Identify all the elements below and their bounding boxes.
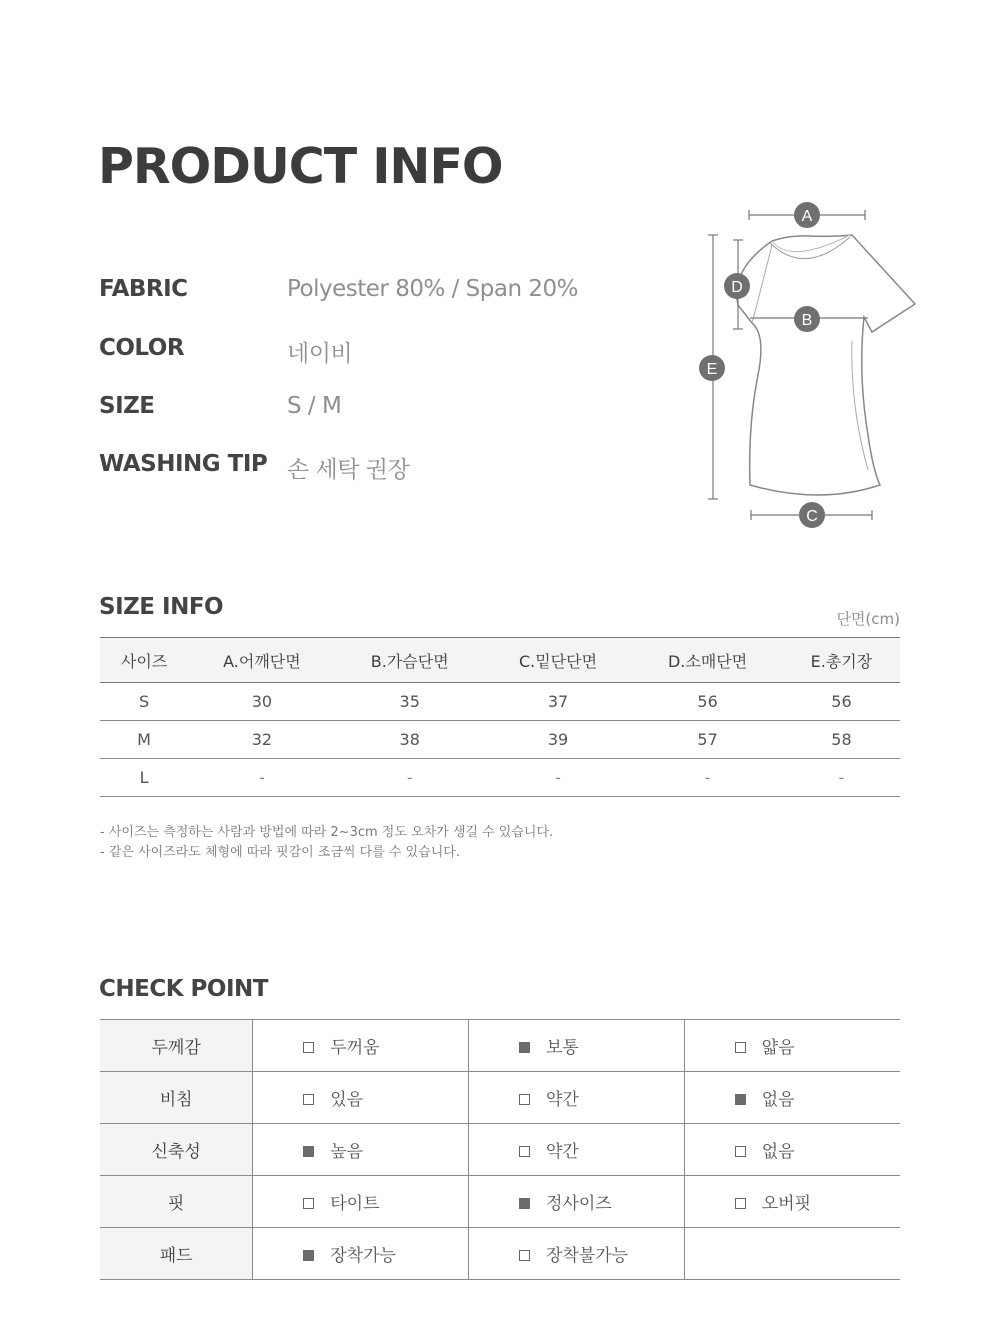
table-cell: L	[100, 759, 188, 797]
check-option-label: 없음	[761, 1142, 795, 1162]
unchecked-box-icon	[519, 1094, 530, 1105]
check-row-sheerness	[100, 1072, 900, 1124]
unchecked-box-icon	[735, 1042, 746, 1053]
checked-box-icon	[303, 1146, 314, 1157]
washing-tip-label: WASHING TIP	[99, 451, 268, 477]
marker-c	[799, 502, 825, 528]
table-cell: 56	[783, 683, 900, 721]
color-label: COLOR	[99, 335, 185, 361]
unchecked-box-icon	[519, 1146, 530, 1157]
table-cell: -	[632, 759, 783, 797]
table-cell: -	[783, 759, 900, 797]
check-option-label: 높음	[330, 1142, 364, 1162]
check-row-label: 핏	[100, 1176, 253, 1228]
fabric-row	[99, 276, 619, 308]
table-row	[100, 683, 900, 721]
check-option	[253, 1020, 469, 1072]
table-cell: 57	[632, 721, 783, 759]
unchecked-box-icon	[303, 1042, 314, 1053]
check-option	[253, 1124, 469, 1176]
check-row-pad	[100, 1228, 900, 1280]
table-cell: 35	[336, 683, 484, 721]
marker-a-label: A	[801, 208, 813, 225]
check-option	[253, 1176, 469, 1228]
check-option-label: 약간	[545, 1142, 579, 1162]
unchecked-box-icon	[519, 1250, 530, 1261]
size-label: SIZE	[99, 393, 155, 419]
check-row-stretch	[100, 1124, 900, 1176]
size-note-2: - 같은 사이즈라도 체형에 따라 핏감이 조금씩 다를 수 있습니다.	[100, 845, 460, 860]
unit-label: 단면(cm)	[836, 610, 900, 628]
table-cell: -	[336, 759, 484, 797]
marker-b	[794, 306, 820, 332]
check-option	[684, 1020, 900, 1072]
table-cell: 58	[783, 721, 900, 759]
marker-e-label: E	[706, 361, 718, 378]
table-cell: M	[100, 721, 188, 759]
tshirt-measure-diagram	[690, 195, 930, 535]
check-option	[684, 1228, 900, 1280]
check-point-title: CHECK POINT	[99, 976, 268, 1002]
table-cell: 30	[188, 683, 336, 721]
header-sleeve: D.소매단면	[632, 638, 783, 683]
check-option	[468, 1228, 684, 1280]
table-cell: -	[188, 759, 336, 797]
marker-b-label: B	[801, 312, 813, 329]
header-chest: B.가슴단면	[336, 638, 484, 683]
check-row-label: 신축성	[100, 1124, 253, 1176]
check-option	[684, 1124, 900, 1176]
table-cell: S	[100, 683, 188, 721]
check-option-label: 정사이즈	[545, 1194, 612, 1214]
check-option	[468, 1124, 684, 1176]
check-row-label: 비침	[100, 1072, 253, 1124]
table-cell: 56	[632, 683, 783, 721]
check-row-label: 두께감	[100, 1020, 253, 1072]
unchecked-box-icon	[303, 1094, 314, 1105]
header-shoulder: A.어깨단면	[188, 638, 336, 683]
size-info-title: SIZE INFO	[99, 594, 224, 620]
header-length: E.총기장	[783, 638, 900, 683]
marker-d	[724, 273, 750, 299]
check-option	[468, 1020, 684, 1072]
table-cell: -	[484, 759, 632, 797]
check-option-label: 약간	[545, 1090, 579, 1110]
check-option-label: 타이트	[330, 1194, 380, 1214]
table-cell: 39	[484, 721, 632, 759]
fabric-label: FABRIC	[99, 276, 188, 302]
unchecked-box-icon	[735, 1198, 746, 1209]
check-option	[253, 1072, 469, 1124]
check-option-label: 얇음	[761, 1038, 795, 1058]
unchecked-box-icon	[735, 1146, 746, 1157]
check-row-fit	[100, 1176, 900, 1228]
checked-box-icon	[519, 1042, 530, 1053]
check-option-label: 두꺼움	[330, 1038, 380, 1058]
fabric-value: Polyester 80% / Span 20%	[287, 276, 578, 302]
product-info-title: PRODUCT INFO	[98, 138, 503, 195]
check-row-label: 패드	[100, 1228, 253, 1280]
marker-a	[794, 202, 820, 228]
check-option-label: 보통	[545, 1038, 579, 1058]
washing-tip-row	[99, 451, 619, 483]
check-option-label: 장착가능	[330, 1246, 396, 1266]
check-option-label: 장착불가능	[545, 1246, 629, 1266]
marker-e	[699, 355, 725, 381]
header-size: 사이즈	[100, 638, 188, 683]
header-hem: C.밑단단면	[484, 638, 632, 683]
color-value: 네이비	[287, 341, 353, 367]
check-option-label: 오버핏	[761, 1194, 811, 1214]
check-option	[253, 1228, 469, 1280]
table-cell: 38	[336, 721, 484, 759]
check-option-label: 없음	[761, 1090, 795, 1110]
check-row-thickness	[100, 1020, 900, 1072]
size-row	[99, 393, 619, 425]
washing-tip-value: 손 세탁 권장	[287, 457, 410, 483]
check-point-table	[100, 1019, 900, 1280]
unchecked-box-icon	[303, 1198, 314, 1209]
marker-c-label: C	[806, 508, 818, 525]
tshirt-outline	[737, 235, 915, 495]
size-table	[100, 637, 900, 797]
table-row	[100, 721, 900, 759]
table-cell: 37	[484, 683, 632, 721]
check-option-label: 있음	[330, 1090, 364, 1110]
table-cell: 32	[188, 721, 336, 759]
check-option	[468, 1176, 684, 1228]
size-note-1: - 사이즈는 측정하는 사람과 방법에 따라 2~3cm 정도 오차가 생길 수 있습니다.	[100, 825, 554, 840]
checked-box-icon	[519, 1198, 530, 1209]
size-table-header	[100, 638, 900, 683]
check-option	[468, 1072, 684, 1124]
color-row	[99, 335, 619, 367]
size-value: S / M	[287, 393, 342, 419]
check-option	[684, 1176, 900, 1228]
checked-box-icon	[303, 1250, 314, 1261]
checked-box-icon	[735, 1094, 746, 1105]
check-option	[684, 1072, 900, 1124]
table-row	[100, 759, 900, 797]
marker-d-label: D	[731, 279, 743, 296]
